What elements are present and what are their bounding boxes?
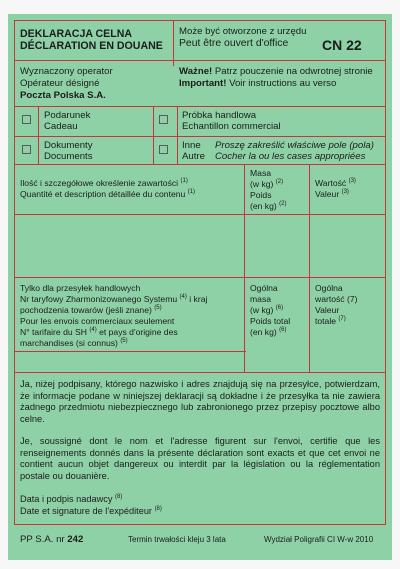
sample-checkbox[interactable] bbox=[159, 115, 168, 124]
operator-name: Poczta Polska S.A. bbox=[20, 90, 106, 101]
contents-label-pl: Ilość i szczegółowe określenie zawartości $^{(1)}$ bbox=[20, 178, 188, 188]
contents-label-fr: Quantité et description détaillée du contenu $^{(1)}$ bbox=[20, 189, 196, 199]
origin-country-pl: pochodzenia towarów (jeśli znane) $^{(5)}$ bbox=[20, 305, 162, 315]
mark-instruction-pl: Proszę zakreślić właściwe pole (pola) bbox=[215, 140, 374, 151]
sample-label-fr: Echantillon commercial bbox=[182, 121, 281, 132]
gift-checkbox[interactable] bbox=[22, 115, 31, 124]
total-value-label: Ogólna bbox=[315, 283, 343, 293]
rule bbox=[14, 524, 386, 525]
total-mass-label: masa bbox=[250, 294, 272, 304]
mass-unit-fr: (en kg) $^{(2)}$ bbox=[250, 201, 287, 211]
declaration-text-fr: Je, soussigné dont le nom et l'adresse figurent sur l'envoi, certifie que les renseignements donnés dans la présente déclaration sont exacts et que cet envoi ne contient aucun objet dangereux ou interdit par la législation ou la réglementation postale ou douanière. bbox=[20, 436, 380, 481]
open-notice-pl: Może być otworzone z urzędu bbox=[179, 26, 307, 37]
contents-description-field[interactable] bbox=[15, 216, 243, 276]
total-value-label-fr: Valeur bbox=[315, 305, 340, 315]
rule bbox=[153, 106, 154, 164]
customs-declaration-form bbox=[8, 14, 392, 560]
total-value-label-fr: totale $^{(7)}$ bbox=[315, 316, 346, 326]
signature-label-pl: Data i podpis nadawcy $^{(8)}$ bbox=[20, 493, 123, 504]
rule bbox=[177, 106, 178, 164]
mass-unit-pl: (w kg) $^{(2)}$ bbox=[250, 179, 284, 189]
rule bbox=[14, 351, 246, 352]
hs-tariff-fr: N° tarifaire du SH $^{(4)}$ et pays d'origine des bbox=[20, 327, 178, 337]
mark-instruction-fr: Cocher la ou les cases appropriées bbox=[215, 151, 366, 162]
commercial-only-fr: Pour les envois commerciaux seulement bbox=[20, 316, 175, 326]
documents-label-fr: Documents bbox=[44, 151, 93, 162]
rule bbox=[14, 164, 386, 165]
rule bbox=[38, 106, 39, 164]
rule bbox=[14, 136, 386, 137]
total-mass-unit-fr: (en kg) $^{(6)}$ bbox=[250, 327, 287, 337]
total-mass-label-fr: Poids total bbox=[250, 316, 291, 326]
form-code: CN 22 bbox=[322, 37, 362, 53]
mass-label-fr: Poids bbox=[250, 190, 272, 200]
open-notice-fr: Peut être ouvert d'office bbox=[179, 38, 289, 49]
operator-label-fr: Opérateur désigné bbox=[20, 78, 100, 89]
glue-shelf-life: Termin trwałości kleju 3 lata bbox=[128, 535, 226, 544]
total-value-label: wartość (7) bbox=[315, 294, 358, 304]
rule bbox=[14, 106, 386, 107]
commercial-only-pl: Tylko dla przesyłek handlowych bbox=[20, 283, 141, 293]
print-number: PP S.A. nr 242 bbox=[20, 534, 84, 545]
contents-mass-field[interactable] bbox=[246, 216, 308, 276]
value-label-fr: Valeur $^{(3)}$ bbox=[315, 189, 349, 199]
other-checkbox[interactable] bbox=[159, 145, 168, 154]
gift-label-pl: Podarunek bbox=[44, 110, 91, 121]
value-label-pl: Wartość $^{(3)}$ bbox=[315, 178, 356, 188]
notice-pl: Ważne! Patrz pouczenie na odwrotnej stronie bbox=[179, 66, 373, 77]
title-fr: DÉCLARATION EN DOUANE bbox=[20, 40, 163, 52]
mass-label-pl: Masa bbox=[250, 168, 272, 178]
rule bbox=[14, 20, 386, 21]
documents-checkbox[interactable] bbox=[22, 145, 31, 154]
printer-credit: Wydział Poligrafii CI W-w 2010 bbox=[264, 535, 374, 544]
rule bbox=[14, 277, 386, 278]
signature-label-fr: Date et signature de l'expéditeur $^{(8)}$ bbox=[20, 505, 162, 516]
contents-value-field[interactable] bbox=[311, 216, 384, 276]
rule bbox=[385, 20, 386, 524]
operator-label-pl: Wyznaczony operator bbox=[20, 66, 113, 77]
other-label-fr: Autre bbox=[182, 151, 205, 162]
notice-en: Important! Voir instructions au verso bbox=[179, 78, 337, 89]
total-mass-label: Ogólna bbox=[250, 283, 278, 293]
title-pl: DEKLARACJA CELNA bbox=[20, 28, 133, 40]
other-label-pl: Inne bbox=[182, 140, 201, 151]
hs-tariff-pl: Nr taryfowy Zharmonizowanego Systemu $^{(4)}$ i kraj bbox=[20, 294, 208, 304]
rule bbox=[14, 372, 386, 373]
sample-label-pl: Próbka handlowa bbox=[182, 110, 257, 121]
gift-label-fr: Cadeau bbox=[44, 121, 78, 132]
declaration-text-pl: Ja, niżej podpisany, którego nazwisko i adres znajdują się na przesyłce, potwierdzam, że informacje podane w niniejszej deklaracji są dokładne i że przesyłka ta nie zawiera żadnego przedmiotu niebezpiecznego lub zabronionego przez przepisy pocztowe albo celne. bbox=[20, 379, 380, 424]
rule bbox=[14, 60, 386, 61]
origin-country-fr: marchandises (si connus) $^{(5)}$ bbox=[20, 338, 128, 348]
documents-label-pl: Dokumenty bbox=[44, 140, 93, 151]
total-mass-unit-pl: (w kg) $^{(6)}$ bbox=[250, 305, 284, 315]
